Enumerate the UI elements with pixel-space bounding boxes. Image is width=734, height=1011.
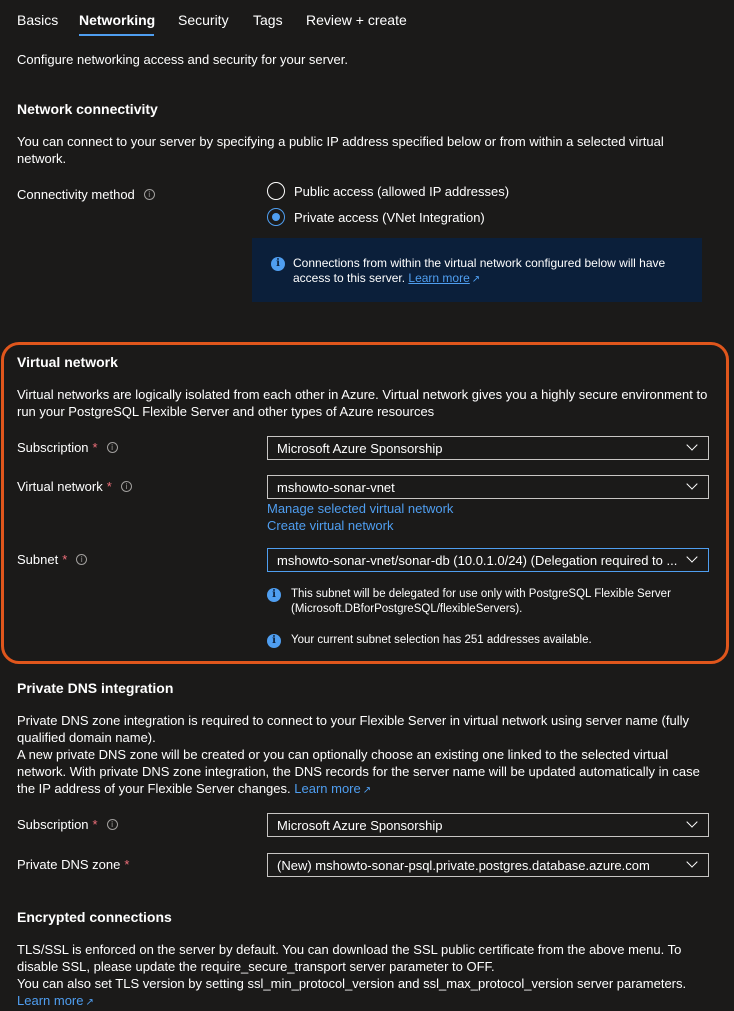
subscription-label [17, 440, 118, 455]
tab-tags[interactable]: Tags [253, 12, 283, 28]
tab-basics[interactable]: Basics [17, 12, 59, 28]
radio-label: Private access (VNet Integration) [294, 209, 485, 225]
info-icon: i [267, 634, 281, 648]
external-link-icon: ↗ [471, 274, 481, 285]
info-icon[interactable]: i [144, 189, 155, 200]
delegation-note [267, 587, 697, 617]
encrypted-connections-description [17, 941, 717, 1011]
subnet-label [17, 552, 87, 567]
info-icon[interactable]: i [107, 819, 118, 830]
info-icon[interactable]: i [121, 481, 132, 492]
tab-networking[interactable]: Networking [79, 12, 156, 28]
info-box [252, 238, 702, 302]
address-note [267, 633, 697, 648]
radio-label: Public access (allowed IP addresses) [294, 183, 510, 199]
subscription-select[interactable] [267, 436, 709, 460]
virtual-network-label [17, 479, 132, 494]
required-marker: * [92, 440, 98, 455]
encrypted-description-2-wrap [17, 975, 717, 1011]
required-marker: * [106, 479, 112, 494]
encrypted-connections-heading: Encrypted connections [17, 909, 172, 925]
dns-subscription-select[interactable] [267, 813, 709, 837]
private-dns-zone-select[interactable] [267, 853, 709, 877]
private-dns-zone-label-text: Private DNS zone [17, 857, 121, 872]
private-dns-zone-label [17, 857, 129, 872]
manage-virtual-network-link[interactable]: Manage selected virtual network [267, 501, 454, 516]
chevron-down-icon [678, 814, 708, 836]
private-dns-zone-value: (New) mshowto-sonar-psql.private.postgres.database.azure.com [277, 857, 650, 873]
learn-more-link[interactable]: Learn more [408, 271, 470, 285]
required-marker: * [62, 552, 68, 567]
subscription-value: Microsoft Azure Sponsorship [277, 440, 443, 456]
chevron-down-icon [678, 854, 708, 876]
info-icon[interactable]: i [76, 554, 87, 565]
subnet-value: mshowto-sonar-vnet/sonar-db (10.0.1.0/24) (Delegation required to ... [277, 552, 678, 568]
external-link-icon: ↗ [362, 785, 372, 796]
encrypted-description-1: TLS/SSL is enforced on the server by default. You can download the SSL public certificate from the above menu. To disable SSL, please update the require_secure_transport server parameter to OFF. [17, 942, 682, 974]
encrypted-description-2: You can also set TLS version by setting ssl_min_protocol_version and ssl_max_protocol_version server parameters. [17, 976, 687, 991]
subnet-label-text: Subnet [17, 552, 59, 567]
create-virtual-network-link[interactable]: Create virtual network [267, 518, 394, 533]
info-box-message: Connections from within the virtual network configured below will have access to this server. [293, 256, 666, 285]
virtual-network-value: mshowto-sonar-vnet [277, 479, 395, 495]
info-icon: i [267, 588, 281, 602]
dns-subscription-label-text: Subscription [17, 817, 89, 832]
network-connectivity-description: You can connect to your server by specifying a public IP address specified below or from within a selected virtual network. [17, 134, 664, 166]
address-note-text: Your current subnet selection has 251 addresses available. [291, 634, 592, 646]
info-icon[interactable]: i [107, 442, 118, 453]
tab-review-create[interactable]: Review + create [306, 12, 407, 28]
dns-subscription-value: Microsoft Azure Sponsorship [277, 817, 443, 833]
learn-more-link[interactable]: Learn more [17, 993, 84, 1008]
virtual-network-select[interactable] [267, 475, 709, 499]
tab-security[interactable]: Security [178, 12, 229, 28]
dns-subscription-label [17, 817, 118, 832]
virtual-network-heading: Virtual network [17, 354, 118, 370]
required-marker: * [124, 857, 130, 872]
chevron-down-icon [678, 549, 708, 571]
page-intro: Configure networking access and security for your server. [17, 52, 348, 67]
subscription-label-text: Subscription [17, 440, 89, 455]
radio-button[interactable] [267, 182, 285, 200]
chevron-down-icon [678, 437, 708, 459]
private-dns-description-1: Private DNS zone integration is required to connect to your Flexible Server in virtual network using server name (fully qualified domain name). [17, 713, 689, 745]
learn-more-link[interactable]: Learn more [294, 781, 361, 796]
network-connectivity-heading: Network connectivity [17, 101, 158, 117]
private-dns-description-2-wrap [17, 746, 717, 799]
radio-public-access[interactable] [267, 182, 509, 200]
connectivity-method-label [17, 187, 155, 202]
delegation-note-text: This subnet will be delegated for use only with PostgreSQL Flexible Server (Microsoft.DBforPostgreSQL/flexibleServers). [291, 588, 671, 615]
external-link-icon: ↗ [85, 997, 94, 1008]
chevron-down-icon [678, 476, 708, 498]
connectivity-method-text: Connectivity method [17, 187, 135, 202]
virtual-network-description: Virtual networks are logically isolated from each other in Azure. Virtual network gives you a highly secure environment to run your PostgreSQL Flexible Server and other types of Azure resources [17, 387, 708, 419]
required-marker: * [92, 817, 98, 832]
private-dns-description-2: A new private DNS zone will be created or you can optionally choose an existing one linked to the selected virtual network. With private DNS zone integration, the DNS records for the server name will be updated automatically in case the IP address of your Flexible Server changes. [17, 747, 700, 796]
radio-button-selected[interactable] [267, 208, 285, 226]
private-dns-heading: Private DNS integration [17, 680, 174, 696]
info-box-text [293, 256, 688, 287]
subnet-select[interactable] [267, 548, 709, 572]
private-dns-description [17, 712, 717, 799]
virtual-network-label-text: Virtual network [17, 479, 103, 494]
info-icon: i [271, 257, 285, 271]
radio-private-access[interactable] [267, 208, 485, 226]
active-tab-indicator [79, 34, 154, 36]
